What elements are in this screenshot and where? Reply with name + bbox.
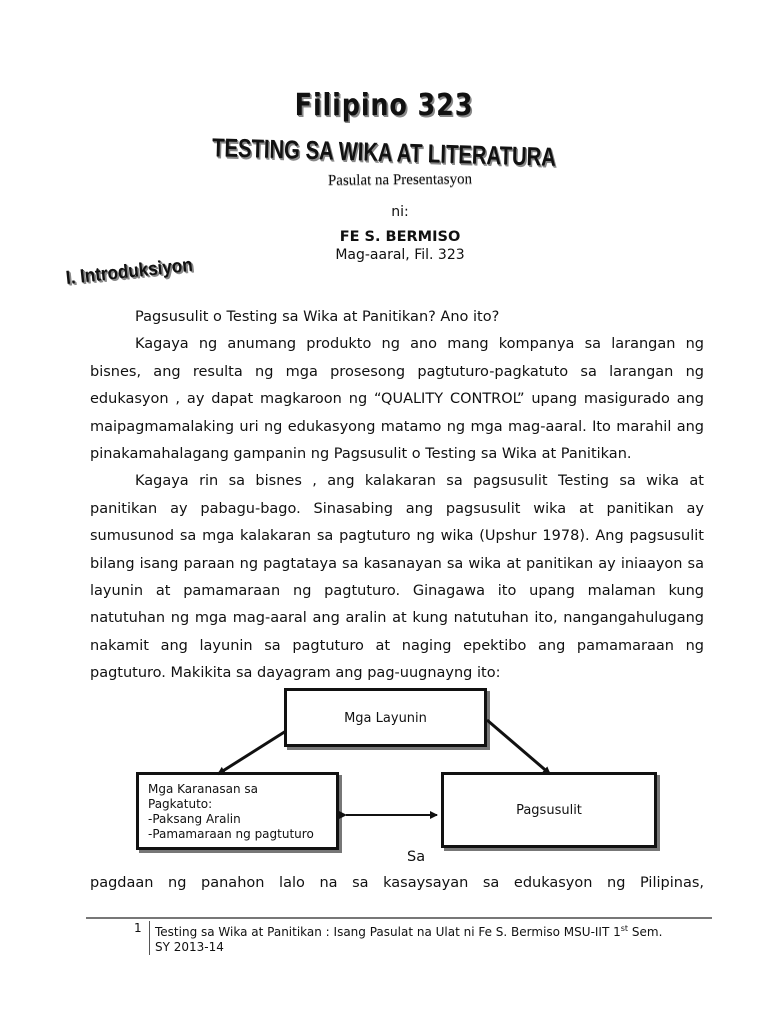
diagram-left-line-3: -Paksang Aralin: [148, 812, 241, 826]
diagram-left-line-1: Mga Karanasan sa: [148, 782, 259, 796]
diagram-box-assessment-label: Pagsusulit: [516, 803, 582, 818]
footer-line-1: Testing sa Wika at Panitikan : Isang Pasulat na Ulat ni Fe S. Bermiso MSU-IIT 1: [155, 925, 621, 939]
footer-superscript: st: [620, 924, 629, 933]
arrow-objectives-to-learning: [218, 731, 286, 774]
sa-word: Sa: [407, 849, 426, 865]
paragraph-1: Pagsusulit o Testing sa Wika at Panitikan? Ano ito?: [135, 309, 500, 325]
paragraph-2: Kagaya ng anumang produkto ng ano mang kompanya sa larangan ng bisnes, ang resulta ng mga prosesong pagtuturo-pagkatuto sa larangan ng edukasyon , ay dapat magkaroon ng “QUALITY CONTROL” upang masigurado ang maipagmamalaking uri ng edukasyong matamo ng mga mag-aaral. Ito marahil ang pinakamahalagang gampanin ng Pagsusulit o Testing sa Wika at Panitikan.: [90, 336, 704, 463]
by-label: ni:: [391, 204, 409, 220]
footer-rule: [86, 917, 712, 919]
footer-separator: [149, 921, 150, 955]
footer-text: [155, 921, 662, 955]
course-title: Filipino 323: [294, 88, 474, 123]
paragraph-3: Kagaya rin sa bisnes , ang kalakaran sa pagsusulit Testing sa wika at panitikan ay pabagu-bago. Sinasabing ang pagsusulit wika at panitikan ay sumusunod sa mga kalakaran sa pagtuturo ng wika (Upshur 1978). Ang pagsusulit bilang isang paraan ng pagtataya sa kasanayan sa wika at panitikan ay iniaayon sa layunin at pamamaraan ng pagtuturo. Ginagawa ito upang malaman kung natutuhan ng mga mag-aaral ang aralin at kung natutuhan ito, nangangahulugang nakamit ang layunin sa pagtuturo at naging epektibo ang pamamaraan ng pagtuturo. Makikita sa dayagram ang pag-uugnayng ito:: [90, 473, 704, 682]
author-name: FE S. BERMISO: [339, 229, 461, 245]
diagram-box-objectives-label: Mga Layunin: [344, 711, 427, 726]
continuation-line: pagdaan ng panahon lalo na sa kasaysayan sa edukasyon ng Pilipinas,: [90, 875, 704, 891]
footer-line-1-end: Sem.: [628, 925, 663, 939]
diagram-left-line-2: Pagkatuto:: [148, 797, 213, 811]
arrow-objectives-to-assessment: [487, 720, 550, 774]
document-subtitle: Pasulat na Presentasyon: [327, 171, 473, 189]
document-title: TESTING SA WIKA AT LITERATURA: [211, 132, 557, 172]
page-number: 1: [134, 921, 142, 935]
author-role: Mag-aaral, Fil. 323: [335, 247, 465, 263]
diagram-left-line-4: -Pamamaraan ng pagtuturo: [148, 827, 314, 841]
footer-line-2: SY 2013-14: [155, 940, 224, 954]
section-heading: I. Introduksiyon: [64, 254, 194, 289]
